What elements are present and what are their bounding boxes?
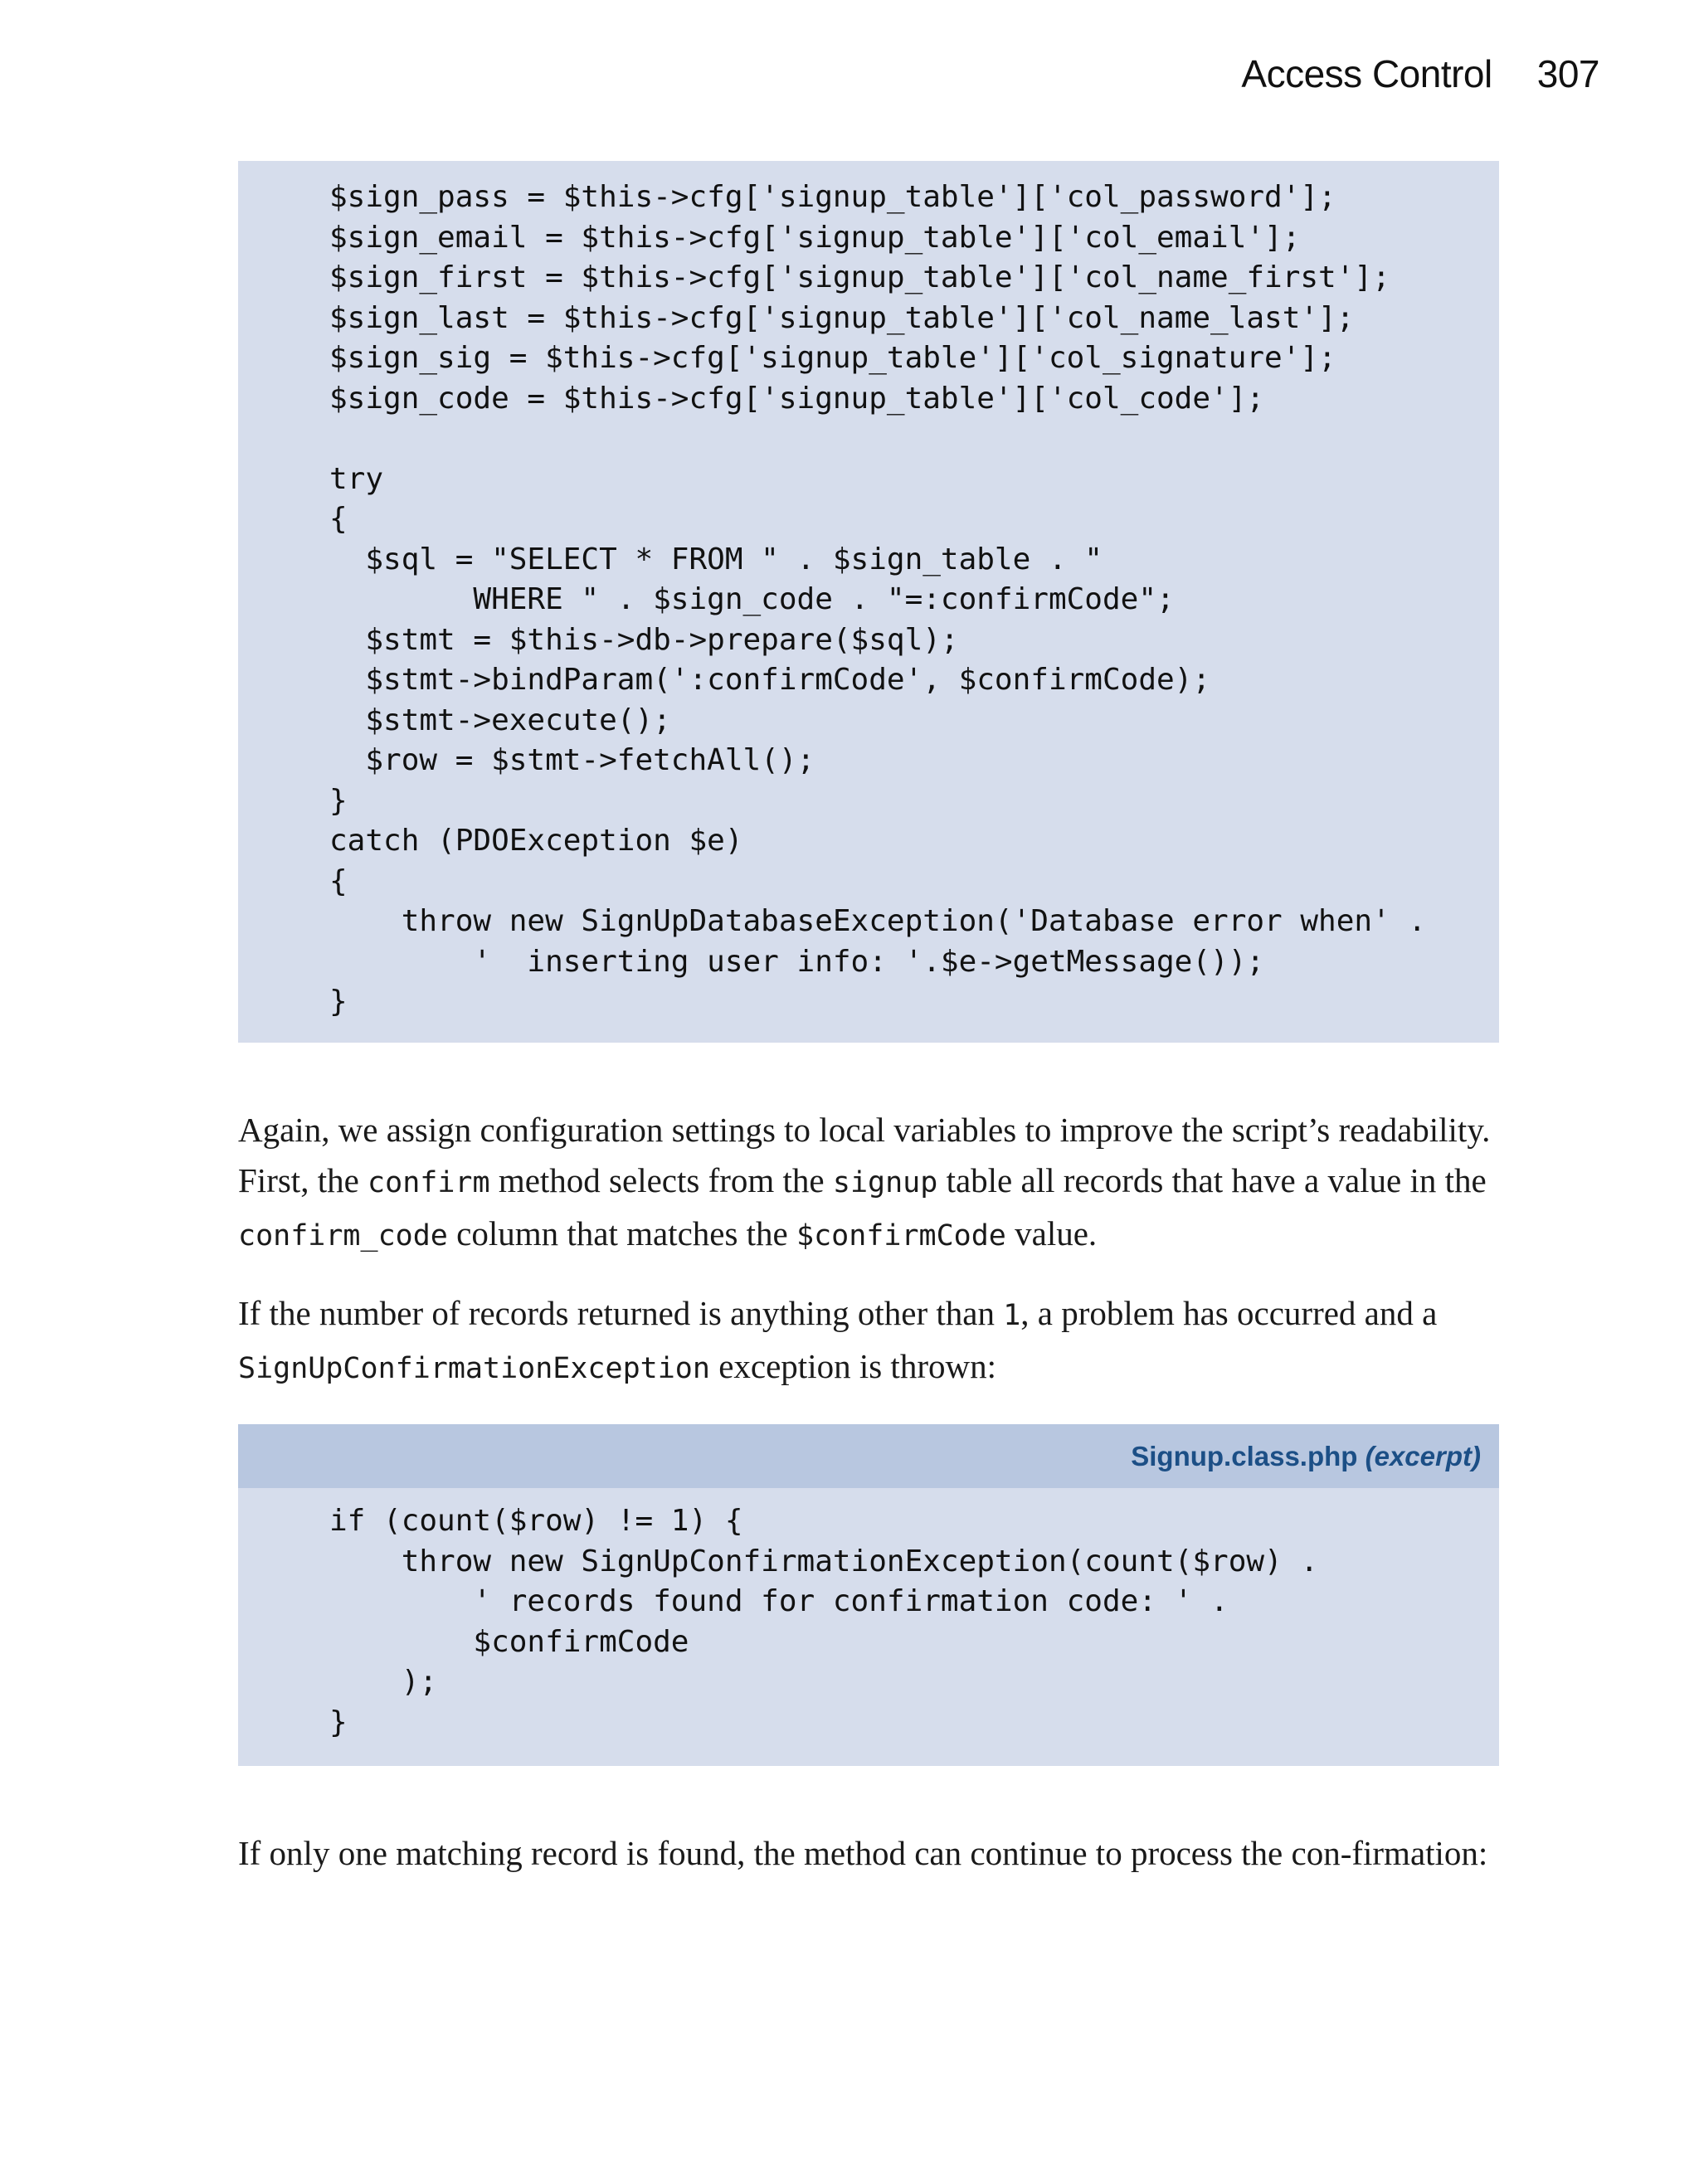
text-run: If the number of records returned is anything other than xyxy=(238,1294,1004,1332)
text-run: column that matches the xyxy=(447,1214,797,1253)
inline-code: $confirmCode xyxy=(796,1219,1006,1253)
text-run: If only one matching record is found, the method can continue to process the con-firmation: xyxy=(238,1834,1488,1872)
caption-note: (excerpt) xyxy=(1365,1441,1481,1471)
inline-code: 1 xyxy=(1003,1299,1021,1332)
section-title: Access Control xyxy=(1241,52,1492,95)
text-run: value. xyxy=(1005,1214,1098,1253)
inline-code: confirm_code xyxy=(238,1219,448,1253)
inline-code: confirm xyxy=(368,1166,490,1199)
caption-file-name: Signup.class.php xyxy=(1131,1441,1358,1471)
body-paragraph-config-settings xyxy=(238,1105,1499,1262)
text-run: Again, we assign configuration settings to local variables to improve the script’s readability. First, the xyxy=(238,1111,1491,1199)
body-paragraph-continue xyxy=(238,1828,1499,1879)
code-text: if (count($row) != 1) { throw new SignUpConfirmationException(count($row) . ' records found for confirmation code: ' . $confirmCode ); } xyxy=(329,1504,1319,1739)
inline-code: SignUpConfirmationException xyxy=(238,1352,710,1385)
code-text: $sign_pass = $this->cfg['signup_table']['col_password']; $sign_email = $this->cfg['signup_table']['col_email']; $sign_first = $this->cfg['signup_table']['col_name_first']; $sign_last = $this->cfg['signup_table']['col_name_last']; $sign_sig = $this->cfg['signup_table']['col_signature']; $sign_code = $this->cfg['signup_table']['col_code']; try { $sql = "SELECT * FROM " . $sign_table . " WHERE " . $sign_code . "=:confirmCode"; $stmt = $this->db->prepare($sql); $stmt->bindParam(':confirmCode', $confirmCode); $stmt->execute(); $row = $stmt->fetchAll(); } catch (PDOException $e) { throw new SignUpDatabaseException('Database error when' . ' inserting user info: '.$e->getMessage()); } xyxy=(329,180,1427,1019)
text-run: , a problem has occurred and a xyxy=(1020,1294,1438,1332)
code-caption xyxy=(238,1424,1499,1488)
text-run: table all records that have a value in the xyxy=(937,1161,1487,1199)
running-head xyxy=(1241,51,1599,96)
inline-code: signup xyxy=(832,1166,938,1199)
body-paragraph-exception xyxy=(238,1288,1499,1394)
code-listing-confirm-query xyxy=(238,161,1499,1043)
code-listing-row-count-check xyxy=(238,1424,1499,1766)
page-number: 307 xyxy=(1536,52,1599,95)
text-run: exception is thrown: xyxy=(709,1347,996,1385)
text-run: method selects from the xyxy=(489,1161,833,1199)
